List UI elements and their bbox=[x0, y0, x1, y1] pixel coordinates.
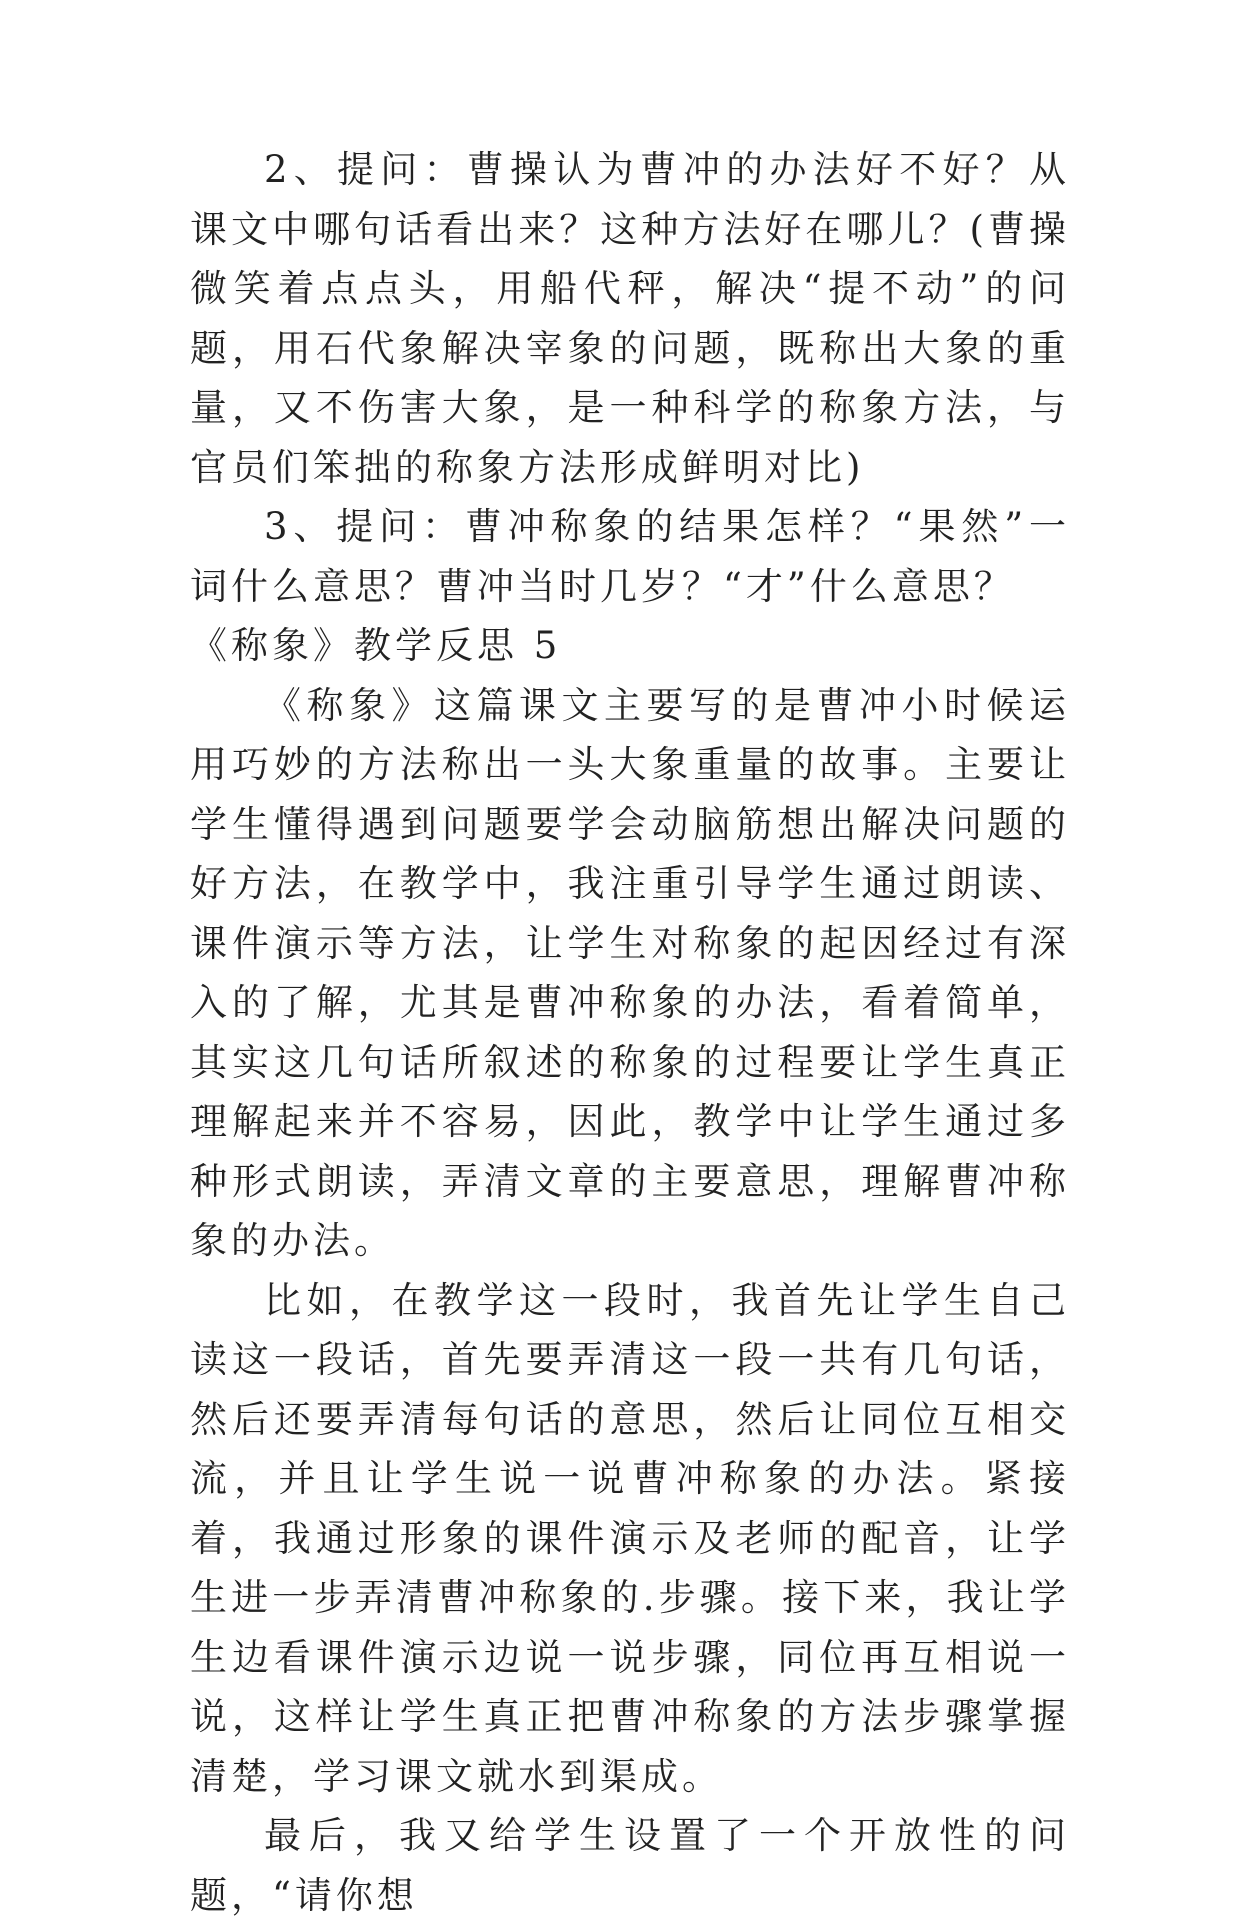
paragraph-question-2: 2、提问：曹操认为曹冲的办法好不好？从课文中哪句话看出来？这种方法好在哪儿？(曹操微笑着点点头，用船代秤，解决“提不动”的问题，用石代象解决宰象的问题，既称出大象的重量，又不伤害大象，是一种科学的称象方法，与官员们笨拙的称象方法形成鲜明对比) bbox=[190, 148, 1070, 489]
paragraph-final: 最后，我又给学生设置了一个开放性的问题，“请你想 bbox=[190, 1814, 1070, 1917]
paragraph-question-3: 3、提问：曹冲称象的结果怎样？“果然”一词什么意思？曹冲当时几岁？“才”什么意思？ bbox=[190, 505, 1070, 608]
section-heading: 《称象》教学反思 5 bbox=[190, 624, 562, 667]
paragraph-example: 比如，在教学这一段时，我首先让学生自己读这一段话，首先要弄清这一段一共有几句话，然后还要弄清每句话的意思，然后让同位互相交流，并且让学生说一说曹冲称象的办法。紧接着，我通过形象的课件演示及老师的配音，让学生进一步弄清曹冲称象的.步骤。接下来，我让学生边看课件演示边说一说步骤，同位再互相说一说，这样让学生真正把曹冲称象的方法步骤掌握清楚，学习课文就水到渠成。 bbox=[190, 1278, 1070, 1798]
document-body bbox=[190, 140, 1070, 1925]
paragraph-intro: 《称象》这篇课文主要写的是曹冲小时候运用巧妙的方法称出一头大象重量的故事。主要让学生懂得遇到问题要学会动脑筋想出解决问题的好方法，在教学中，我注重引导学生通过朗读、课件演示等方法，让学生对称象的起因经过有深入的了解，尤其是曹冲称象的办法，看着简单，其实这几句话所叙述的称象的过程要让学生真正理解起来并不容易，因此，教学中让学生通过多种形式朗读，弄清文章的主要意思，理解曹冲称象的办法。 bbox=[190, 683, 1070, 1262]
